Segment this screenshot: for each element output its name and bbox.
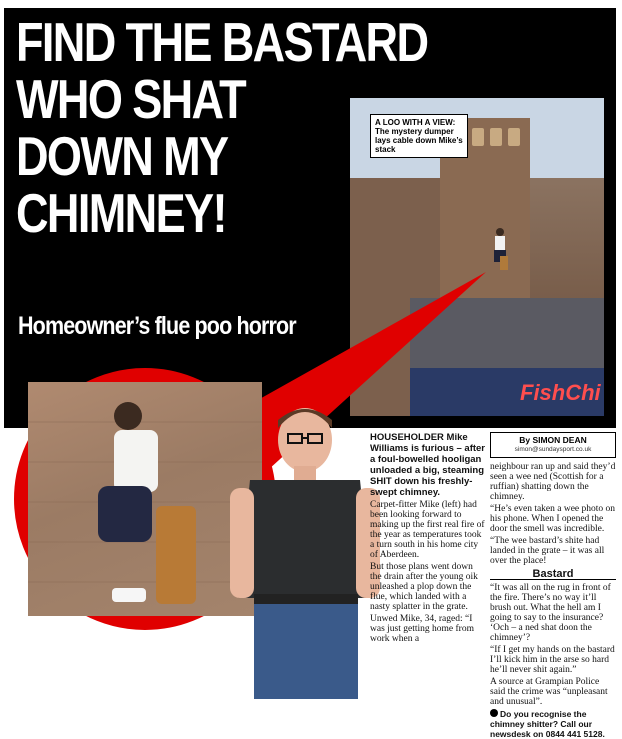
subheadline: Homeowner’s flue poo horror bbox=[18, 312, 296, 340]
article-column-1 bbox=[370, 432, 486, 646]
article-column-2 bbox=[490, 432, 616, 739]
headline-line-4: CHIMNEY! bbox=[16, 182, 226, 244]
byline-email[interactable]: simon@sundaysport.co.uk bbox=[514, 446, 592, 453]
byline-name: By SIMON DEAN bbox=[519, 435, 587, 445]
article-paragraph: Unwed Mike, 34, raged: “I was just getting home from work when a bbox=[370, 614, 474, 644]
photo-caption: A LOO WITH A VIEW: The mystery dumper lays cable down Mike’s stack bbox=[370, 114, 468, 158]
byline-box bbox=[490, 432, 616, 458]
homeowner-photo bbox=[230, 398, 380, 699]
article-paragraph: But those plans went down the drain after the young oik unleashed a plop down the flue, which landed with a nasty splatter in the grate. bbox=[370, 562, 478, 612]
headline-line-2: WHO SHAT bbox=[16, 68, 246, 130]
article-paragraph: neighbour ran up and said they’d seen a wee ned (Scottish for a ruffian) shatting down the chimney. bbox=[490, 462, 616, 502]
crosshead: Bastard bbox=[490, 569, 616, 580]
article-paragraph: “It was all on the rug in front of the fire. There’s no way it’ll brush out. What the hell am I going to say to the insurance? ‘Och – a ned shat doon the chimney’? bbox=[490, 583, 611, 643]
zoom-figure bbox=[28, 382, 262, 616]
article-paragraph: “If I get my hands on the bastard I’ll kick him in the arse so hard he’ll never shit again.” bbox=[490, 645, 615, 675]
article-paragraph: A source at Grampian Police said the crime was “unpleasant and unusual”. bbox=[490, 677, 608, 707]
call-to-action bbox=[490, 709, 616, 739]
article-paragraph: “The wee bastard’s shite had landed in the grate – it was all over the place! bbox=[490, 536, 605, 566]
call-to-action-text: Do you recognise the chimney shitter? Call our newsdesk on 0844 441 5128. bbox=[490, 709, 605, 739]
bullet-icon bbox=[490, 709, 498, 717]
photo-shop-sign: FishChi bbox=[520, 380, 601, 405]
article-paragraph: “He’s even taken a wee photo on his phone. When I opened the door the smell was incredible. bbox=[490, 504, 616, 534]
article-intro: HOUSEHOLDER Mike Williams is furious – after a foul-bowelled hooligan unloaded a big, steaming SHIT down his freshly-swept chimney. bbox=[370, 432, 486, 498]
headline-line-3: DOWN MY bbox=[16, 125, 228, 187]
headline-line-1: FIND THE BASTARD bbox=[16, 11, 428, 73]
article-paragraph: Carpet-fitter Mike (left) had been looking forward to making up the first real fire of the year as temperatures took a turn south in his home city of Aberdeen. bbox=[370, 500, 485, 560]
